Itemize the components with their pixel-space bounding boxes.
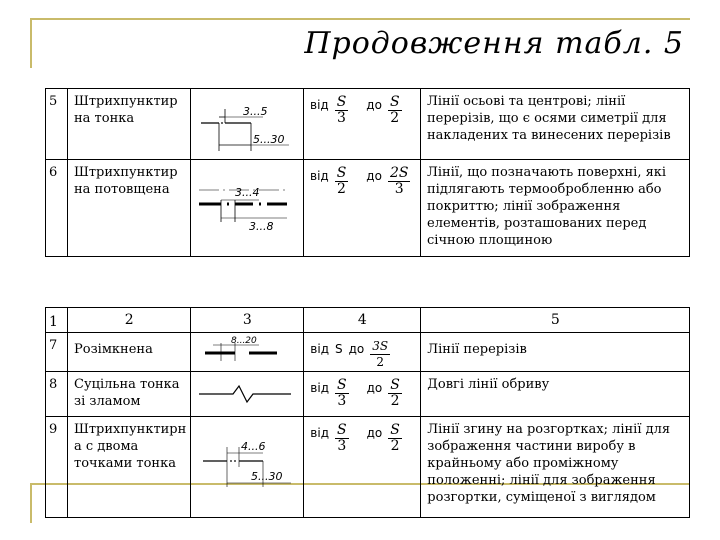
- thickness-range: [304, 372, 421, 417]
- line-drawing: [191, 160, 304, 257]
- decor-left-rule-lower: [30, 483, 32, 523]
- row-number: 8: [46, 372, 68, 417]
- column-number-row: [46, 308, 690, 333]
- column-number: 2: [68, 308, 191, 333]
- line-drawing: [191, 333, 304, 372]
- from-fraction: $\frac{S}{2}$: [336, 165, 347, 197]
- table-row: [46, 417, 690, 518]
- to-fraction: $\frac{S}{2}$: [389, 94, 400, 126]
- row-number: 5: [46, 89, 68, 160]
- dim-label: 8...20: [231, 336, 258, 346]
- dash-dot-thick-drawing: [191, 160, 303, 256]
- from-fraction: $\frac{S}{3}$: [337, 377, 347, 409]
- line-drawing: [191, 372, 304, 417]
- line-types-table-bottom: [45, 307, 690, 518]
- from-label: від: [310, 169, 329, 183]
- from-label: від: [310, 381, 329, 395]
- to-label: до: [366, 381, 383, 395]
- line-purpose: Довгі лінії обриву: [421, 372, 690, 417]
- break-line-drawing: [191, 372, 303, 416]
- line-purpose: Лінії перерізів: [421, 333, 690, 372]
- two-dot-chain-drawing: [191, 417, 303, 517]
- from-label: від: [310, 426, 329, 440]
- thickness-range: [304, 160, 421, 257]
- column-number: 5: [421, 308, 690, 333]
- table-row: [46, 372, 690, 417]
- line-name: Штрихпунктир на тонка: [68, 89, 191, 160]
- from-value: S: [335, 342, 343, 356]
- from-label: від: [310, 342, 329, 356]
- to-label: до: [366, 169, 382, 183]
- table-row: [46, 160, 690, 257]
- table-row: [46, 89, 690, 160]
- dim-label: 5...30: [251, 470, 283, 483]
- thickness-range: [304, 89, 421, 160]
- row-number: 7: [46, 333, 68, 372]
- line-types-table-top: [45, 88, 690, 257]
- row-number: 6: [46, 160, 68, 257]
- line-drawing: [191, 417, 304, 518]
- row-number: 9: [46, 417, 68, 518]
- dash-dot-thin-drawing: [191, 89, 303, 159]
- line-name: Розімкнена: [68, 333, 191, 372]
- line-name: Штрихпунктирн а с двома точками тонка: [68, 417, 191, 518]
- thickness-range: [304, 333, 421, 372]
- from-label: від: [310, 98, 329, 112]
- to-fraction: $\frac{2S}{3}$: [389, 165, 409, 197]
- line-purpose: Лінії згину на розгортках; лінії для зображення частини виробу в крайньому або проміжному положенні; лінії для зображення розгортки, суміщеної з виглядом: [421, 417, 690, 518]
- from-fraction: $\frac{S}{3}$: [337, 422, 347, 454]
- dim-label: 5...30: [253, 133, 285, 146]
- column-number: 1: [46, 308, 68, 333]
- column-number: 4: [304, 308, 421, 333]
- line-drawing: [191, 89, 304, 160]
- decor-left-rule: [30, 18, 32, 68]
- to-fraction: $\frac{S}{2}$: [390, 422, 400, 454]
- to-label: до: [348, 342, 365, 356]
- dim-label: 3...4: [235, 186, 260, 199]
- open-line-drawing: [191, 333, 303, 371]
- page-title: Продовження табл. 5: [304, 26, 684, 61]
- line-purpose: Лінії осьові та центрові; лінії перерізів, що є осями симетрії для накладених та винесених перерізів: [421, 89, 690, 160]
- decor-top-rule: [30, 18, 690, 20]
- table-row: [46, 333, 690, 372]
- thickness-range: [304, 417, 421, 518]
- column-number: 3: [191, 308, 304, 333]
- dim-label: 3...5: [243, 105, 268, 118]
- dim-label: 4...6: [241, 440, 266, 453]
- to-fraction: $\frac{3S}{2}$: [372, 339, 389, 369]
- line-name: Суцільна тонка зі зламом: [68, 372, 191, 417]
- line-name: Штрихпунктир на потовщена: [68, 160, 191, 257]
- to-label: до: [366, 426, 383, 440]
- line-purpose: Лінії, що позначають поверхні, які підлягають термообробленню або покриттю; лінії зображення елементів, розташованих перед січною площиною: [421, 160, 690, 257]
- dim-label: 3...8: [249, 220, 274, 233]
- from-fraction: $\frac{S}{3}$: [336, 94, 347, 126]
- to-fraction: $\frac{S}{2}$: [390, 377, 400, 409]
- to-label: до: [366, 98, 382, 112]
